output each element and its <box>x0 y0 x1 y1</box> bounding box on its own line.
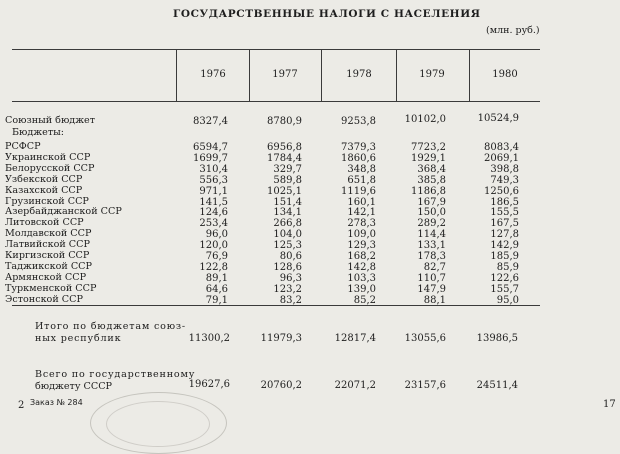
row-label-continued: бюджету СССР <box>35 381 113 392</box>
cell-value: 124,6 <box>199 207 228 219</box>
cell-value: 1186,8 <box>411 185 446 197</box>
cell-value: 13986,5 <box>476 333 518 344</box>
row-label: Грузинской ССР <box>5 195 89 207</box>
cell-value: 109,0 <box>347 229 376 241</box>
cell-value: 147,9 <box>417 283 446 295</box>
row-label: Итого по бюджетам союз- <box>35 321 186 332</box>
cell-value: 134,1 <box>273 207 302 219</box>
cell-value: 167,5 <box>490 218 519 230</box>
cell-value: 1929,1 <box>411 152 446 164</box>
cell-value: 8083,4 <box>484 142 519 153</box>
cell-value: 155,7 <box>490 283 519 295</box>
cell-value: 122,8 <box>199 261 228 273</box>
cell-value: 6956,8 <box>267 142 302 153</box>
cell-value: 186,5 <box>490 196 519 208</box>
cell-value: 64,6 <box>205 283 228 295</box>
cell-value: 6594,7 <box>193 142 228 153</box>
cell-value: 23157,6 <box>404 380 446 391</box>
column-divider <box>396 49 397 101</box>
cell-value: 83,2 <box>279 294 302 306</box>
cell-value: 103,3 <box>347 272 376 284</box>
row-label: Украинской ССР <box>5 151 91 163</box>
column-divider <box>176 49 177 101</box>
unit-label: (млн. руб.) <box>486 25 540 36</box>
row-label: Киргизской ССР <box>5 250 90 261</box>
cell-value: 289,2 <box>417 218 446 230</box>
cell-value: 9253,8 <box>341 116 376 127</box>
row-label: Молдавской ССР <box>5 228 92 240</box>
cell-value: 8327,4 <box>193 116 228 127</box>
cell-value: 2069,1 <box>484 152 519 164</box>
year-header-1978: 1978 <box>346 69 372 80</box>
row-label: Белорусской ССР <box>5 162 95 174</box>
column-divider <box>249 49 250 101</box>
footer-order-number: Заказ № 284 <box>30 398 83 407</box>
cell-value: 385,8 <box>417 174 446 186</box>
cell-value: 80,6 <box>279 251 302 262</box>
cell-value: 22071,2 <box>334 380 376 391</box>
cell-value: 1699,7 <box>193 152 228 164</box>
cell-value: 1025,1 <box>267 185 302 197</box>
cell-value: 127,8 <box>490 229 519 241</box>
cell-value: 348,8 <box>347 163 376 175</box>
cell-value: 142,1 <box>347 207 376 219</box>
cell-value: 128,6 <box>273 261 302 273</box>
cell-value: 96,3 <box>279 272 302 284</box>
cell-value: 178,3 <box>417 251 446 262</box>
budgets-heading: Бюджеты: <box>12 127 64 138</box>
row-label: Казахской ССР <box>5 184 83 196</box>
cell-value: 1250,6 <box>484 185 519 197</box>
cell-value: 125,3 <box>273 240 302 252</box>
cell-value: 11300,2 <box>188 333 230 344</box>
cell-value: 110,7 <box>417 272 446 284</box>
cell-value: 88,1 <box>423 294 446 306</box>
cell-value: 368,4 <box>417 163 446 175</box>
cell-value: 651,8 <box>347 174 376 186</box>
year-header-1976: 1976 <box>200 69 226 80</box>
cell-value: 329,7 <box>273 163 302 175</box>
cell-value: 168,2 <box>347 251 376 262</box>
cell-value: 85,9 <box>496 261 519 273</box>
header-bottom-rule <box>12 101 540 102</box>
cell-value: 123,2 <box>273 283 302 295</box>
cell-value: 253,4 <box>199 218 228 230</box>
cell-value: 155,5 <box>490 207 519 219</box>
cell-value: 104,0 <box>273 229 302 241</box>
cell-value: 310,4 <box>199 163 228 175</box>
cell-value: 185,9 <box>490 251 519 262</box>
cell-value: 1119,6 <box>341 185 376 197</box>
cell-value: 13055,6 <box>404 333 446 344</box>
cell-value: 7379,3 <box>341 142 376 153</box>
cell-value: 120,0 <box>199 240 228 252</box>
column-divider <box>321 49 322 101</box>
cell-value: 160,1 <box>347 196 376 208</box>
year-header-1980: 1980 <box>492 69 518 80</box>
row-label: Эстонской ССР <box>5 293 83 305</box>
cell-value: 11979,3 <box>260 333 302 344</box>
row-label: Всего по государственному <box>35 369 196 380</box>
row-label: Таджикской ССР <box>5 260 92 272</box>
cell-value: 142,9 <box>490 240 519 252</box>
cell-value: 82,7 <box>423 261 446 273</box>
cell-value: 24511,4 <box>476 380 518 391</box>
cell-value: 278,3 <box>347 218 376 230</box>
cell-value: 12817,4 <box>334 333 376 344</box>
cell-value: 122,6 <box>490 272 519 284</box>
column-divider <box>469 49 470 101</box>
cell-value: 76,9 <box>205 251 228 262</box>
cell-value: 129,3 <box>347 240 376 252</box>
cell-value: 749,3 <box>490 174 519 186</box>
cell-value: 398,8 <box>490 163 519 175</box>
cell-value: 7723,2 <box>411 142 446 153</box>
cell-value: 971,1 <box>199 185 228 197</box>
cell-value: 141,5 <box>199 196 228 208</box>
row-label: Армянской ССР <box>5 271 87 283</box>
row-label-continued: ных республик <box>35 333 122 344</box>
cell-value: 167,9 <box>417 196 446 208</box>
year-header-1979: 1979 <box>419 69 445 80</box>
year-header-1977: 1977 <box>272 69 298 80</box>
cell-value: 556,3 <box>199 174 228 186</box>
cell-value: 95,0 <box>496 294 519 306</box>
row-label: РСФСР <box>5 141 41 152</box>
header-top-rule <box>12 49 540 50</box>
footer-page-left: 2 <box>18 400 25 411</box>
table-title: ГОСУДАРСТВЕННЫЕ НАЛОГИ С НАСЕЛЕНИЯ <box>173 8 481 20</box>
row-label: Азербайджанской ССР <box>5 206 122 218</box>
cell-value: 150,0 <box>417 207 446 219</box>
cell-value: 8780,9 <box>267 116 302 127</box>
cell-value: 142,8 <box>347 261 376 273</box>
cell-value: 1860,6 <box>341 152 376 164</box>
cell-value: 1784,4 <box>267 152 302 164</box>
cell-value: 139,0 <box>347 283 376 295</box>
cell-value: 266,8 <box>273 218 302 230</box>
cell-value: 589,8 <box>273 174 302 186</box>
row-label: Латвийской ССР <box>5 239 90 251</box>
cell-value: 151,4 <box>273 196 302 208</box>
cell-value: 114,4 <box>417 229 446 241</box>
row-label: Союзный бюджет <box>5 115 96 126</box>
footer-page-right: 17 <box>603 399 616 410</box>
cell-value: 10524,9 <box>477 113 519 124</box>
cell-value: 89,1 <box>205 272 228 284</box>
cell-value: 85,2 <box>353 294 376 306</box>
stamp-mark-inner <box>106 401 210 447</box>
row-label: Узбекской ССР <box>5 173 83 185</box>
cell-value: 79,1 <box>205 294 228 306</box>
cell-value: 133,1 <box>417 240 446 252</box>
row-label: Туркменской ССР <box>5 282 97 294</box>
row-label: Литовской ССР <box>5 217 84 229</box>
cell-value: 19627,6 <box>188 379 230 390</box>
cell-value: 96,0 <box>205 229 228 241</box>
cell-value: 10102,0 <box>404 114 446 125</box>
cell-value: 20760,2 <box>260 380 302 391</box>
